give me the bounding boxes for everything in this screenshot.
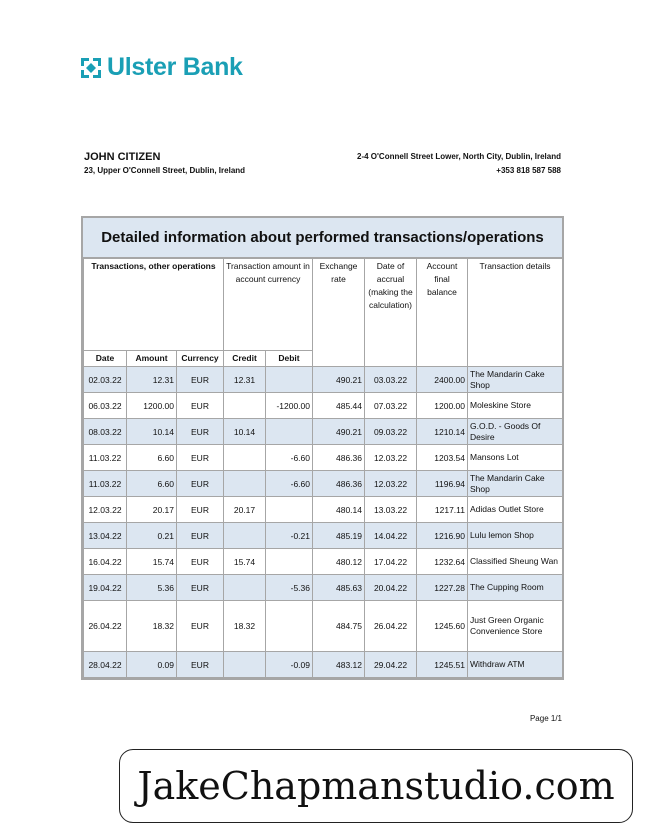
cell-accrual: 07.03.22 [365,393,417,419]
cell-balance: 1200.00 [417,393,468,419]
cell-balance: 2400.00 [417,367,468,393]
cell-debit [266,601,313,652]
cell-debit [266,497,313,523]
cell-amount: 12.31 [127,367,177,393]
cell-currency: EUR [177,601,224,652]
cell-details: Classified Sheung Wan [468,549,563,575]
cell-details: Withdraw ATM [468,652,563,678]
cell-credit: 15.74 [224,549,266,575]
cell-credit [224,523,266,549]
cell-rate: 480.14 [313,497,365,523]
cell-rate: 485.44 [313,393,365,419]
cell-debit: -0.09 [266,652,313,678]
cell-details: Moleskine Store [468,393,563,419]
cell-accrual: 17.04.22 [365,549,417,575]
cell-accrual: 09.03.22 [365,419,417,445]
table-row [84,601,563,652]
table-row [84,393,563,419]
table-row [84,652,563,678]
cell-credit: 12.31 [224,367,266,393]
watermark: JakeChapmanstudio.com [119,749,633,823]
cell-debit [266,367,313,393]
bank-logo [80,53,243,82]
cell-balance: 1210.14 [417,419,468,445]
header-exchange-rate: Exchange rate [313,259,365,367]
cell-balance: 1227.28 [417,575,468,601]
cell-amount: 0.09 [127,652,177,678]
cell-rate: 480.12 [313,549,365,575]
bank-name: Ulster Bank [107,53,243,81]
cell-rate: 486.36 [313,445,365,471]
branch-address: 2-4 O'Connell Street Lower, North City, Dublin, Ireland [357,152,561,161]
cell-currency: EUR [177,523,224,549]
cell-currency: EUR [177,549,224,575]
cell-credit [224,575,266,601]
cell-credit: 20.17 [224,497,266,523]
cell-date: 19.04.22 [84,575,127,601]
table-row [84,419,563,445]
cell-debit [266,549,313,575]
cell-credit [224,652,266,678]
transactions-table [83,258,563,678]
cell-accrual: 13.03.22 [365,497,417,523]
table-row [84,367,563,393]
cell-amount: 15.74 [127,549,177,575]
cell-date: 11.03.22 [84,471,127,497]
cell-currency: EUR [177,367,224,393]
cell-currency: EUR [177,445,224,471]
cell-details: Lulu lemon Shop [468,523,563,549]
statement-title: Detailed information about performed transactions/operations [83,218,562,258]
header-amount: Amount [127,351,177,367]
page-number: Page 1/1 [529,714,562,723]
cell-rate: 486.36 [313,471,365,497]
cell-debit: -1200.00 [266,393,313,419]
cell-debit: -0.21 [266,523,313,549]
cell-date: 28.04.22 [84,652,127,678]
cell-date: 13.04.22 [84,523,127,549]
cell-credit [224,393,266,419]
customer-address: 23, Upper O'Connell Street, Dublin, Ireland [84,166,246,175]
table-row [84,497,563,523]
cell-balance: 1217.11 [417,497,468,523]
table-row [84,575,563,601]
cell-accrual: 20.04.22 [365,575,417,601]
cell-debit [266,419,313,445]
cell-date: 26.04.22 [84,601,127,652]
cell-debit: -5.36 [266,575,313,601]
cell-accrual: 12.03.22 [365,445,417,471]
cell-balance: 1216.90 [417,523,468,549]
cell-debit: -6.60 [266,471,313,497]
cell-amount: 20.17 [127,497,177,523]
header-currency: Currency [177,351,224,367]
table-row [84,471,563,497]
table-row [84,549,563,575]
cell-details: The Mandarin Cake Shop [468,367,563,393]
cell-debit: -6.60 [266,445,313,471]
cell-details: Adidas Outlet Store [468,497,563,523]
header-debit: Debit [266,351,313,367]
table-row [84,523,563,549]
cell-rate: 490.21 [313,367,365,393]
cell-balance: 1245.60 [417,601,468,652]
cell-credit: 18.32 [224,601,266,652]
cell-date: 11.03.22 [84,445,127,471]
cell-rate: 485.19 [313,523,365,549]
header-accrual-date: Date of accrual (making the calculation) [365,259,417,367]
cell-amount: 6.60 [127,445,177,471]
cell-rate: 485.63 [313,575,365,601]
cell-accrual: 14.04.22 [365,523,417,549]
table-row [84,445,563,471]
cell-balance: 1232.64 [417,549,468,575]
cell-currency: EUR [177,652,224,678]
cell-credit [224,471,266,497]
cell-currency: EUR [177,471,224,497]
cell-credit [224,445,266,471]
header-credit: Credit [224,351,266,367]
cell-date: 02.03.22 [84,367,127,393]
cell-currency: EUR [177,419,224,445]
cell-date: 08.03.22 [84,419,127,445]
cell-date: 12.03.22 [84,497,127,523]
cell-details: G.O.D. - Goods Of Desire [468,419,563,445]
cell-amount: 1200.00 [127,393,177,419]
cell-details: Just Green Organic Convenience Store [468,601,563,652]
cell-balance: 1203.54 [417,445,468,471]
cell-amount: 18.32 [127,601,177,652]
header-transaction-amount: Transaction amount in account currency [224,259,313,351]
header-transactions-group: Transactions, other operations [84,259,224,351]
cell-rate: 484.75 [313,601,365,652]
cell-currency: EUR [177,497,224,523]
cell-accrual: 03.03.22 [365,367,417,393]
cell-currency: EUR [177,393,224,419]
cell-amount: 10.14 [127,419,177,445]
cell-date: 06.03.22 [84,393,127,419]
cell-balance: 1196.94 [417,471,468,497]
cell-credit: 10.14 [224,419,266,445]
cell-accrual: 26.04.22 [365,601,417,652]
cell-details: The Cupping Room [468,575,563,601]
cell-rate: 490.21 [313,419,365,445]
ulster-bank-logo-icon [80,57,102,79]
cell-accrual: 12.03.22 [365,471,417,497]
header-final-balance: Account final balance [417,259,468,367]
cell-amount: 6.60 [127,471,177,497]
cell-details: The Mandarin Cake Shop [468,471,563,497]
cell-amount: 0.21 [127,523,177,549]
cell-amount: 5.36 [127,575,177,601]
cell-balance: 1245.51 [417,652,468,678]
customer-name: JOHN CITIZEN [84,151,161,163]
statement-table-box [81,216,564,680]
header-date: Date [84,351,127,367]
branch-phone: +353 818 587 588 [496,166,561,175]
cell-details: Mansons Lot [468,445,563,471]
cell-date: 16.04.22 [84,549,127,575]
header-transaction-details: Transaction details [468,259,563,367]
cell-rate: 483.12 [313,652,365,678]
cell-accrual: 29.04.22 [365,652,417,678]
cell-currency: EUR [177,575,224,601]
